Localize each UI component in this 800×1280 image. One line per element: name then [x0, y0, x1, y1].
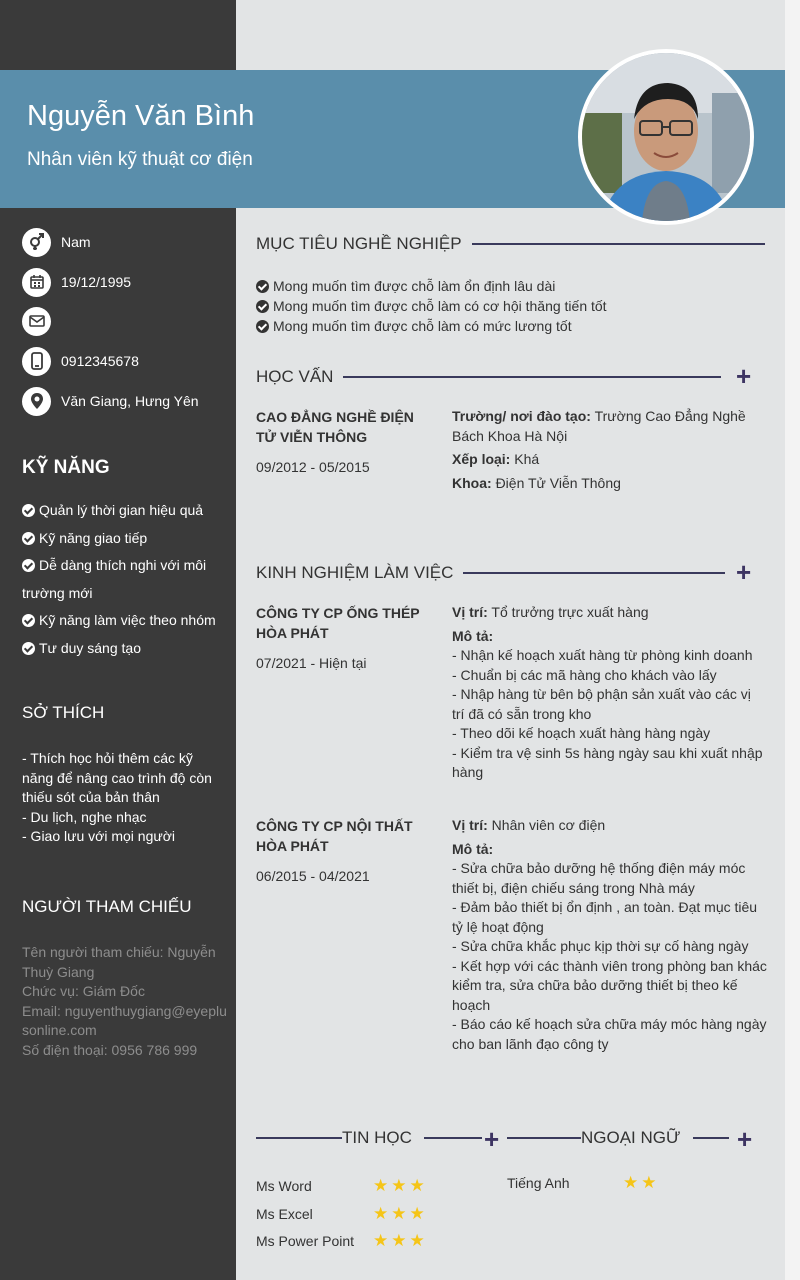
- reference-position: Chức vụ: Giám Đốc: [22, 983, 145, 999]
- check-icon: [22, 532, 35, 545]
- skill-item: Kỹ năng làm việc theo nhóm: [22, 607, 222, 635]
- experience-position: Vị trí: Nhân viên cơ điện: [452, 817, 606, 833]
- it-skill-row: [256, 1231, 428, 1251]
- experience-task: - Nhập hàng từ bên bộ phận sản xuất vào các vị trí đã có sẵn trong kho: [452, 686, 751, 722]
- check-icon: [256, 300, 269, 313]
- language-heading: NGOẠI NGỮ: [581, 1128, 681, 1147]
- hobby-item: - Du lịch, nghe nhạc: [22, 808, 147, 825]
- experience-task: - Đảm bảo thiết bị ổn định , an toàn. Đạt mục tiêu tỷ lệ hoạt động: [452, 899, 758, 935]
- it-skill-name: Ms Word: [256, 1178, 312, 1194]
- experience-section-heading: [256, 563, 725, 583]
- experience-task: - Sửa chữa bảo dưỡng hệ thống điện máy móc thiết bị, điện chiếu sáng trong Nhà máy: [452, 860, 746, 896]
- skill-item: Dễ dàng thích nghi với môi trường mới: [22, 557, 207, 601]
- divider: [424, 1137, 482, 1139]
- education-name: CAO ĐẲNG NGHỀ ĐIỆN TỬ VIỄN THÔNG: [256, 409, 414, 445]
- references-heading: NGƯỜI THAM CHIẾU: [22, 897, 192, 916]
- education-entry-details: [452, 407, 767, 497]
- check-icon: [22, 642, 35, 655]
- skills-heading: KỸ NĂNG: [22, 457, 110, 478]
- star-rating: [373, 1204, 428, 1224]
- education-heading: HỌC VẤN: [256, 367, 334, 386]
- star-icon: ★: [409, 1204, 425, 1223]
- education-section-heading: [256, 367, 721, 387]
- objective-item: Mong muốn tìm được chỗ làm ổn định lâu dài: [256, 276, 607, 296]
- objective-heading: MỤC TIÊU NGHỀ NGHIỆP: [256, 234, 462, 253]
- gender-icon: [22, 228, 51, 257]
- candidate-title: Nhân viên kỹ thuật cơ điện: [27, 149, 253, 170]
- candidate-name: Nguyễn Văn Bình: [27, 100, 255, 132]
- it-skill-row: [256, 1176, 428, 1196]
- star-rating: [373, 1231, 428, 1251]
- divider: [256, 1137, 342, 1139]
- experience-task: - Nhận kế hoạch xuất hàng từ phòng kinh doanh: [452, 647, 753, 663]
- hobbies-list: [22, 749, 227, 847]
- language-section-heading: [507, 1128, 729, 1148]
- contact-phone: [22, 346, 222, 376]
- education-entry-left: [256, 407, 436, 477]
- check-icon: [22, 614, 35, 627]
- star-rating: [373, 1176, 428, 1196]
- experience-period: 07/2021 - Hiện tại: [256, 655, 367, 671]
- education-grade: Xếp loại: Khá: [452, 451, 540, 467]
- it-skill-name: Ms Power Point: [256, 1233, 355, 1249]
- location-text: Văn Giang, Hưng Yên: [61, 393, 199, 409]
- experience-heading: KINH NGHIỆM LÀM VIỆC: [256, 563, 454, 582]
- education-school: Trường/ nơi đào tạo: Trường Cao Đẳng Nghề Bách Khoa Hà Nội: [452, 408, 746, 444]
- gender-text: Nam: [61, 234, 91, 250]
- phone-icon: [22, 347, 51, 376]
- star-rating: [623, 1173, 660, 1193]
- experience-task: - Kết hợp với các thành viên trong phòng ban khác kiểm tra, sửa chữa bảo dưỡng thiết bị theo kế hoạch: [452, 957, 767, 1013]
- experience-task: - Chuẩn bị các mã hàng cho khách vào lấy: [452, 666, 717, 683]
- calendar-icon: [22, 268, 51, 297]
- education-faculty: Khoa: Điện Tử Viễn Thông: [452, 474, 621, 491]
- it-section-heading: [256, 1128, 482, 1148]
- it-skill-row: [256, 1204, 428, 1224]
- divider: [343, 376, 721, 378]
- check-icon: [256, 320, 269, 333]
- skills-list: [22, 497, 222, 663]
- education-period: 09/2012 - 05/2015: [256, 459, 370, 475]
- experience-task: - Sửa chữa khắc phục kịp thời sự cố hàng ngày: [452, 938, 749, 954]
- skill-item: Tư duy sáng tạo: [22, 635, 222, 663]
- experience-desc-label: Mô tả:: [452, 627, 494, 644]
- star-icon: ★: [409, 1231, 425, 1250]
- experience-period: 06/2015 - 04/2021: [256, 868, 370, 884]
- star-icon: ★: [373, 1204, 389, 1223]
- experience-entry-details: [452, 603, 767, 783]
- star-icon: ★: [409, 1176, 425, 1195]
- birthday-text: 19/12/1995: [61, 274, 132, 290]
- add-it-skill-button[interactable]: +: [484, 1124, 500, 1154]
- star-icon: ★: [641, 1173, 657, 1192]
- skill-item: Kỹ năng giao tiếp: [22, 525, 222, 553]
- objective-item: Mong muốn tìm được chỗ làm có cơ hội thăng tiến tốt: [256, 296, 607, 316]
- email-icon: [22, 307, 51, 336]
- divider: [507, 1137, 581, 1139]
- check-icon: [22, 504, 35, 517]
- divider: [463, 572, 725, 574]
- star-icon: ★: [391, 1231, 407, 1250]
- experience-position: Vị trí: Tổ trưởng trực xuất hàng: [452, 604, 649, 620]
- hobbies-heading: SỞ THÍCH: [22, 703, 105, 722]
- contact-location: [22, 386, 222, 416]
- experience-task: - Theo dõi kế hoạch xuất hàng hàng ngày: [452, 725, 711, 741]
- references-block: [22, 943, 227, 1060]
- language-row: [507, 1173, 660, 1193]
- it-heading: TIN HỌC: [342, 1128, 412, 1147]
- skill-item: Quản lý thời gian hiệu quả: [22, 497, 222, 525]
- experience-entry-details: [452, 816, 767, 1054]
- divider: [472, 243, 765, 245]
- reference-phone: Số điện thoại: 0956 786 999: [22, 1041, 198, 1058]
- experience-company: CÔNG TY CP NỘI THẤT HÒA PHÁT: [256, 818, 413, 854]
- hobby-item: - Thích học hỏi thêm các kỹ năng để nâng cao trình độ còn thiếu sót của bản thân: [22, 750, 212, 805]
- star-icon: ★: [373, 1176, 389, 1195]
- contact-gender: [22, 227, 222, 257]
- it-skill-name: Ms Excel: [256, 1206, 313, 1222]
- reference-name: Tên người tham chiếu: Nguyễn Thuỳ Giang: [22, 944, 216, 980]
- avatar: [578, 49, 754, 225]
- experience-entry-left: [256, 816, 436, 886]
- divider: [693, 1137, 729, 1139]
- check-icon: [22, 559, 35, 572]
- add-experience-button[interactable]: +: [736, 557, 752, 587]
- star-icon: ★: [373, 1231, 389, 1250]
- experience-desc-label: Mô tả:: [452, 840, 494, 857]
- phone-text: 0912345678: [61, 353, 139, 369]
- contact-birthday: [22, 267, 222, 297]
- star-icon: ★: [391, 1176, 407, 1195]
- reference-email: Email: nguyenthuygiang@eyeplusonline.com: [22, 1002, 227, 1038]
- experience-task: - Kiểm tra vệ sinh 5s hàng ngày sau khi xuất nhập hàng: [452, 744, 763, 780]
- experience-task: - Báo cáo kế hoạch sửa chữa máy móc hàng ngày cho ban lãnh đạo công ty: [452, 1016, 767, 1052]
- add-language-button[interactable]: +: [737, 1124, 753, 1154]
- objective-section-heading: [256, 234, 765, 254]
- objective-list: [256, 276, 607, 336]
- star-icon: ★: [623, 1173, 639, 1192]
- check-icon: [256, 280, 269, 293]
- experience-entry-left: [256, 603, 436, 673]
- experience-company: CÔNG TY CP ỐNG THÉP HÒA PHÁT: [256, 605, 420, 641]
- add-education-button[interactable]: +: [736, 361, 752, 391]
- hobby-item: - Giao lưu với mọi người: [22, 828, 176, 844]
- page-edge: [785, 0, 800, 1280]
- contact-email: [22, 306, 222, 336]
- star-icon: ★: [391, 1204, 407, 1223]
- objective-item: Mong muốn tìm được chỗ làm có mức lương tốt: [256, 316, 607, 336]
- language-name: Tiếng Anh: [507, 1175, 570, 1191]
- location-icon: [22, 387, 51, 416]
